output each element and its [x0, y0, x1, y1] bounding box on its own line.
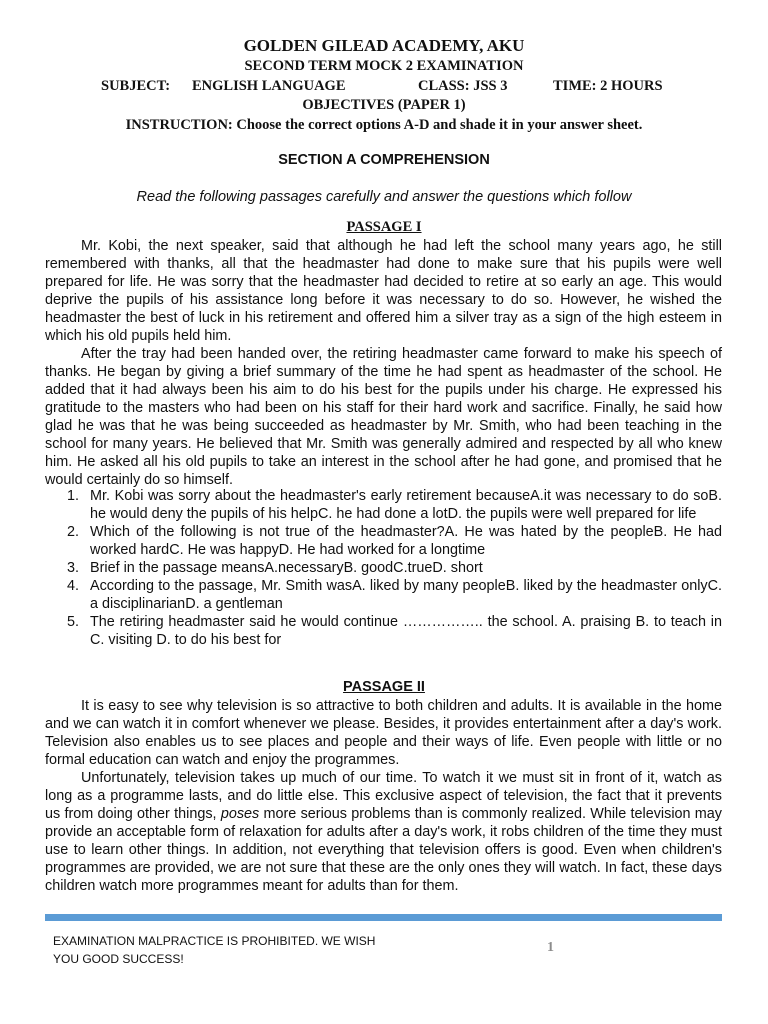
- passage-1-body: [45, 237, 722, 489]
- school-name: GOLDEN GILEAD ACADEMY, AKU: [243, 36, 525, 55]
- question-number: 2.: [67, 524, 80, 540]
- question-text: According to the passage, Mr. Smith wasA. liked by many peopleB. liked by the headmaster onlyC. a disciplinarianD. a gentleman: [90, 578, 722, 612]
- class-info: CLASS: JSS 3: [418, 78, 508, 94]
- exam-title: SECOND TERM MOCK 2 EXAMINATION: [244, 58, 524, 74]
- passage-2-paragraph-2-end: more serious problems than is commonly realized. While television may provide an acceptable form of relaxation for adults after a day's work, it robs children of the time they must use to learn other things. In addition, not everything that television offers is good. Even when children's programmes are provided, we are not sure that these are the only ones they will watch. In fact, these days children watch more programmes meant for adults than for them.: [45, 806, 722, 894]
- passage-1-paragraph-1: Mr. Kobi, the next speaker, said that although he had left the school many years ago, he still remembered with thanks, all that the headmaster had done to make sure that his pupils were well prepared for life. He was sorry that the headmaster had decided to retire at so early an age. This would deprive the pupils of his assistance long before it was necessary to do so. However, he wished the headmaster the best of luck in his retirement and offered him a silver tray as a sign of the high esteem in which his old pupils held him.: [45, 238, 722, 344]
- question-number: 5.: [67, 614, 80, 630]
- time-info: TIME: 2 HOURS: [553, 78, 663, 94]
- subject-value: ENGLISH LANGUAGE: [192, 78, 346, 94]
- page-number: 1: [547, 940, 554, 955]
- question-item: [45, 577, 722, 613]
- footer-notice: EXAMINATION MALPRACTICE IS PROHIBITED. WE WISH YOU GOOD SUCCESS!: [53, 934, 376, 966]
- read-instruction: Read the following passages carefully and answer the questions which follow: [136, 189, 632, 205]
- question-text: Mr. Kobi was sorry about the headmaster's early retirement becauseA.it was necessary to do soB. he would deny the pupils of his helpC. he had done a lotD. the pupils were well prepared for life: [90, 488, 722, 522]
- question-text: The retiring headmaster said he would continue …………….. the school. A. praising B. to teach in C. visiting D. to do his best for: [90, 614, 722, 648]
- question-item: [45, 487, 722, 523]
- question-text: Brief in the passage meansA.necessaryB. goodC.trueD. short: [90, 560, 483, 576]
- subject-label: SUBJECT:: [101, 78, 171, 94]
- passage-1-title: PASSAGE I: [346, 219, 422, 235]
- question-item: [45, 523, 722, 559]
- passage-2-paragraph-2: [45, 769, 722, 895]
- question-item: [45, 613, 722, 649]
- question-text: Which of the following is not true of the headmaster?A. He was hated by the peopleB. He had worked hardC. He was happyD. He had worked for a longtime: [90, 524, 722, 558]
- footer-rule: [45, 914, 722, 921]
- passage-1-paragraph-2: After the tray had been handed over, the retiring headmaster came forward to make his speech of thanks. He began by giving a brief summary of the time he had spent as headmaster of the school. He added that it had always been his aim to do his best for the pupils under his charge. He expressed his gratitude to the masters who had been on his staff for their hard work and sacrifice. Finally, he said how glad he was that he was being succeeded as headmaster by Mr. Smith, who had been teaching in the school for many years. He believed that Mr. Smith was generally admired and respected by all who knew him. He asked all his old pupils to take an interest in the school after he had gone, and promised that he would certainly do so himself.: [45, 346, 722, 488]
- passage-2-body: [45, 697, 722, 895]
- passage-2-title: PASSAGE II: [343, 679, 425, 695]
- paper-title: OBJECTIVES (PAPER 1): [302, 97, 466, 113]
- passage-2-paragraph-2-start: Unfortunately, television takes up much of our time. To watch it we must sit in front of it, watch as long as a programme lasts, and do little else. This exclusive aspect of television, the fact that it prevents us from doing other things,: [45, 770, 722, 822]
- passage-2-paragraph-1: It is easy to see why television is so attractive to both children and adults. It is available in the home and we can watch it in comfort whenever we please. Besides, it provides entertainment after a day's work. Television also enables us to see places and people and their ways of life. Even people with little or no formal education can watch and enjoy the programmes.: [45, 698, 722, 768]
- question-number: 4.: [67, 578, 80, 594]
- question-list: [45, 487, 722, 649]
- question-number: 1.: [67, 488, 80, 504]
- question-number: 3.: [67, 560, 80, 576]
- italic-word: poses: [220, 806, 260, 822]
- section-title: SECTION A COMPREHENSION: [278, 152, 490, 168]
- question-item: [45, 559, 722, 577]
- instruction: INSTRUCTION: Choose the correct options A-D and shade it in your answer sheet.: [125, 117, 643, 133]
